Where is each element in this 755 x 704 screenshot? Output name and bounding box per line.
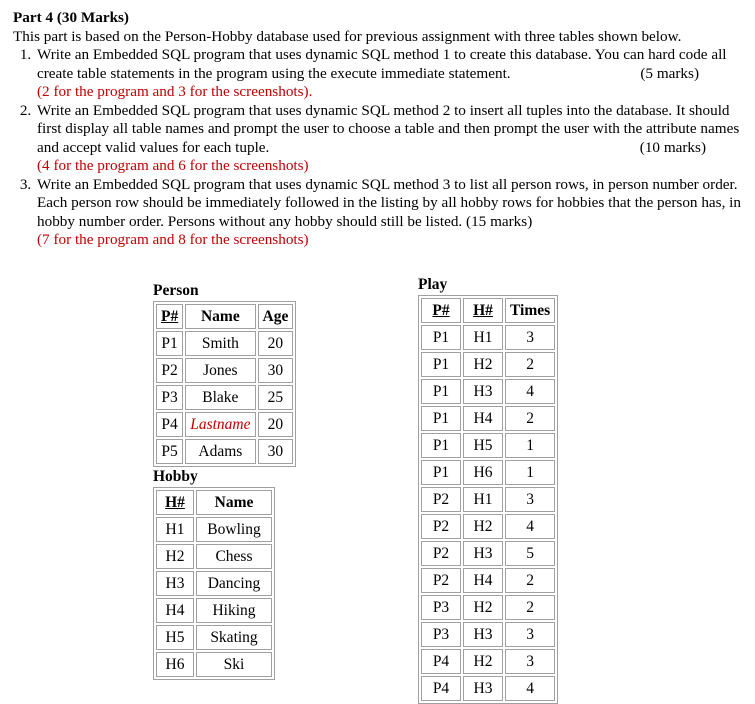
table-cell: P1 [156,331,183,356]
table-cell: Adams [185,439,255,464]
table-row [156,517,272,542]
question-marks: (15 marks) [466,212,533,230]
table-row [421,433,555,458]
table-cell: H4 [156,598,194,623]
intro-text: This part is based on the Person-Hobby database used for previous assignment with three tables shown below. [13,27,682,45]
table-cell: P5 [156,439,183,464]
table-row [421,622,555,647]
table-row [421,541,555,566]
question-note: (2 for the program and 3 for the screenshots). [37,83,313,100]
table-cell: 4 [505,514,555,539]
table-cell: P1 [421,352,461,377]
assignment-text [13,9,743,250]
table-row [156,598,272,623]
column-header: Times [505,298,555,323]
question-marks: (10 marks) [639,138,706,156]
table-cell: P1 [421,406,461,431]
column-header: Name [196,490,272,515]
table-row [421,325,555,350]
play-table [418,295,558,704]
table-cell: P1 [421,325,461,350]
column-header: Name [185,304,255,329]
hobby-table [153,487,275,680]
table-row [156,544,272,569]
table-cell: Hiking [196,598,272,623]
table-cell: Blake [185,385,255,410]
table-cell: P2 [421,568,461,593]
table-cell: 2 [505,406,555,431]
table-cell: 3 [505,487,555,512]
table-row [421,487,555,512]
table-cell: P3 [421,622,461,647]
table-row [421,595,555,620]
table-cell: 4 [505,676,555,701]
table-cell: P2 [421,514,461,539]
table-cell: Skating [196,625,272,650]
table-cell: Chess [196,544,272,569]
table-cell: 30 [258,358,294,383]
table-cell: H3 [156,571,194,596]
play-table-title: Play [418,276,448,293]
table-cell: Jones [185,358,255,383]
table-header-row [156,304,293,329]
table-cell: H1 [463,325,503,350]
table-cell: 2 [505,352,555,377]
table-cell: Lastname [185,412,255,437]
table-cell: 20 [258,331,294,356]
table-row [156,652,272,677]
table-cell: Bowling [196,517,272,542]
column-header: H# [463,298,503,323]
table-header-row [156,490,272,515]
column-header: H# [156,490,194,515]
table-cell: H6 [463,460,503,485]
table-row [421,568,555,593]
table-cell: P1 [421,460,461,485]
table-cell: H1 [463,487,503,512]
table-row [421,649,555,674]
table-cell: 2 [505,595,555,620]
table-row [156,625,272,650]
table-header-row [421,298,555,323]
table-cell: P4 [421,676,461,701]
question-note: (7 for the program and 8 for the screenshots) [37,231,309,248]
table-cell: P2 [421,487,461,512]
hobby-table-title: Hobby [153,468,198,485]
table-cell: Dancing [196,571,272,596]
table-cell: 1 [505,433,555,458]
table-row [156,385,293,410]
table-row [421,676,555,701]
table-cell: 2 [505,568,555,593]
question-marks: (5 marks) [640,64,699,82]
table-cell: P3 [421,595,461,620]
question-text: Write an Embedded SQL program that uses dynamic SQL method 3 to list all person rows, in person number order. Each person row should be immediately followed in the listing by all hobby rows for hobbies that the person has, in hobby number order. Persons without any hobby should still be listed. [37,175,741,230]
table-row [421,460,555,485]
table-cell: 3 [505,622,555,647]
table-cell: H2 [463,352,503,377]
part-title: Part 4 (30 Marks) [13,9,129,26]
table-cell: H3 [463,676,503,701]
table-cell: H2 [463,649,503,674]
table-row [156,358,293,383]
table-row [156,412,293,437]
table-cell: H5 [156,625,194,650]
question-text: Write an Embedded SQL program that uses dynamic SQL method 2 to insert all tuples into the database. It should first display all table names and prompt the user to choose a table and then prompt the user with the attribute names and accept valid values for each tuple. [37,101,740,156]
table-cell: H4 [463,406,503,431]
table-cell: 20 [258,412,294,437]
table-cell: P4 [421,649,461,674]
table-cell: P2 [421,541,461,566]
table-cell: P1 [421,379,461,404]
table-cell: P4 [156,412,183,437]
table-row [421,406,555,431]
question-list [13,46,743,250]
table-row [156,331,293,356]
table-cell: H6 [156,652,194,677]
table-cell: H2 [156,544,194,569]
table-cell: 25 [258,385,294,410]
table-cell: H3 [463,379,503,404]
table-cell: H2 [463,514,503,539]
column-header: Age [258,304,294,329]
person-table-title: Person [153,282,199,299]
column-header: P# [421,298,461,323]
question-item [35,102,743,176]
table-cell: P2 [156,358,183,383]
table-cell: H1 [156,517,194,542]
table-row [156,439,293,464]
table-cell: P3 [156,385,183,410]
table-row [421,514,555,539]
table-cell: 3 [505,649,555,674]
table-cell: P1 [421,433,461,458]
table-cell: 1 [505,460,555,485]
column-header: P# [156,304,183,329]
table-cell: H4 [463,568,503,593]
question-note: (4 for the program and 6 for the screenshots) [37,157,309,174]
question-text: Write an Embedded SQL program that uses dynamic SQL method 1 to create this database. You can hard code all create table statements in the program using the execute immediate statement. [37,46,727,82]
table-cell: 4 [505,379,555,404]
table-row [156,571,272,596]
table-row [421,352,555,377]
table-cell: 3 [505,325,555,350]
table-cell: Ski [196,652,272,677]
table-row [421,379,555,404]
table-cell: Smith [185,331,255,356]
table-cell: H3 [463,622,503,647]
table-cell: 5 [505,541,555,566]
table-cell: 30 [258,439,294,464]
table-cell: H5 [463,433,503,458]
table-cell: H2 [463,595,503,620]
table-cell: H3 [463,541,503,566]
person-table [153,301,296,467]
question-item [35,46,743,102]
question-item [35,176,743,250]
